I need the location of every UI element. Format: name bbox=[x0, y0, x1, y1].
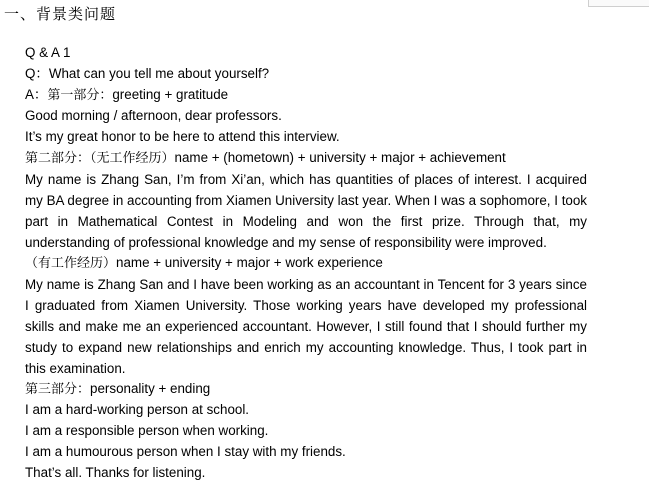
qa-title: Q & A 1 bbox=[25, 45, 71, 60]
part3-label: 第三部分： bbox=[25, 382, 91, 397]
part2b-heading bbox=[25, 254, 383, 273]
part3-heading bbox=[25, 380, 210, 399]
part2b-paragraph: My name is Zhang San and I have been working as an accountant in Tencent for 3 years since I graduated from Xiamen University. Those working years have developed my professional skills and make me an experienced accountant. However, I still found that I should further my study to expand new relationships and enrich my accounting knowledge. Thus, I took part in this examination. bbox=[25, 277, 587, 376]
part2b-label: （有工作经历） bbox=[25, 256, 117, 271]
part2b-text: name + university + major + work experience bbox=[116, 255, 383, 270]
part2-heading bbox=[25, 149, 506, 168]
section-heading: 一、背景类问题 bbox=[4, 5, 117, 23]
part1-label: 第一部分： bbox=[47, 88, 113, 103]
question-text: What can you tell me about yourself? bbox=[48, 66, 270, 81]
part2-label: 第二部分：（无工作经历） bbox=[25, 151, 175, 166]
part2-paragraph: My name is Zhang San, I’m from Xi’an, which has quantities of places of interest. I acquired my BA degree in accounting from Xiamen University last year. When I was a sophomore, I took part in Mathematical Contest in Modeling and won the first prize. Through that, my understanding of professional knowledge and my sense of responsibility were improved. bbox=[25, 172, 587, 250]
part3-line-1: I am a hard-working person at school. bbox=[25, 402, 250, 417]
part1-text: greeting + gratitude bbox=[112, 87, 229, 102]
part2-text: name + (hometown) + university + major + achievement bbox=[174, 150, 506, 165]
part3-line-4: That’s all. Thanks for listening. bbox=[25, 465, 206, 480]
window-corner bbox=[588, 0, 649, 7]
greeting-line-1: Good morning / afternoon, dear professors. bbox=[25, 108, 282, 123]
question-prefix: Q： bbox=[25, 66, 49, 81]
part3-line-3: I am a humourous person when I stay with my friends. bbox=[25, 444, 346, 459]
part3-line-2: I am a responsible person when working. bbox=[25, 423, 269, 438]
answer-line bbox=[25, 86, 228, 105]
question-line bbox=[25, 65, 269, 83]
greeting-line-2: It’s my great honor to be here to attend this interview. bbox=[25, 129, 340, 144]
part3-text: personality + ending bbox=[90, 381, 211, 396]
answer-prefix: A： bbox=[25, 87, 48, 102]
